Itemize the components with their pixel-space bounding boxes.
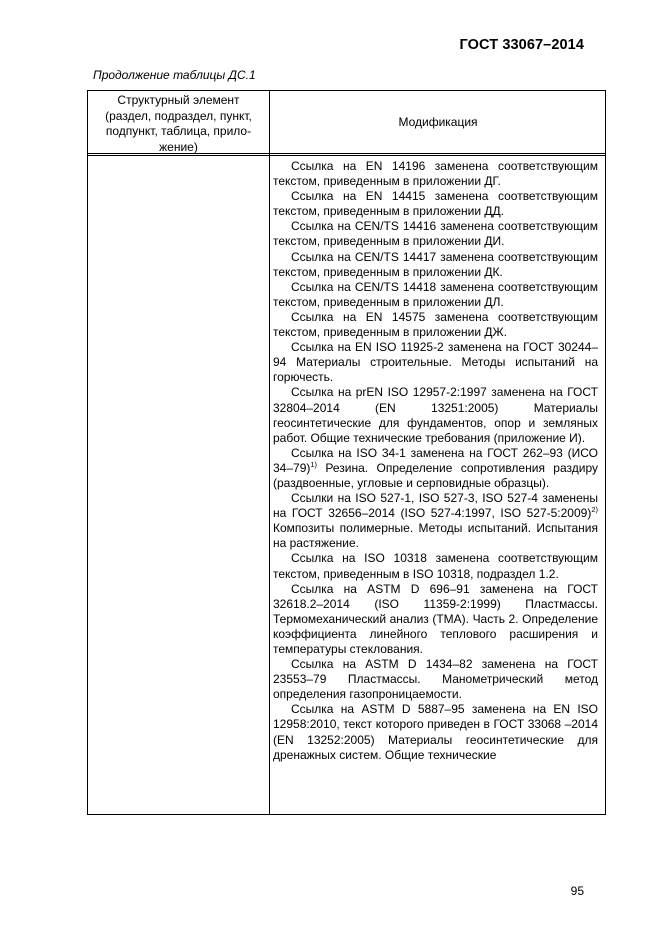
footnote-marker: 2) bbox=[591, 505, 598, 515]
modification-paragraph: Ссылка на EN 14196 заменена соответствующим текстом, приведенным в приложении ДГ. bbox=[273, 159, 598, 189]
paragraph-text: Ссылка на ISO 34-1 заменена на ГОСТ 262–93 (ИСО 34–79) bbox=[273, 445, 598, 475]
modification-paragraph: Ссылка на EN ISO 11925-2 заменена на ГОСТ 30244–94 Материалы строительные. Методы испытаний на горючесть. bbox=[273, 340, 598, 385]
table-continuation-label: Продолжение таблицы ДС.1 bbox=[93, 68, 256, 82]
modification-paragraph: Ссылка на CEN/TS 14418 заменена соответствующим текстом, приведенным в приложении ДЛ. bbox=[273, 279, 598, 309]
modification-paragraph: Ссылка на ASTM D 5887–95 заменена на EN ISO 12958:2010, текст которого приведен в ГОСТ 33068 –2014 (EN 13252:2005) Материалы геосинтетические для дренажных систем. Общие технические bbox=[273, 702, 598, 762]
paragraph-text: Ссылки на ISO 527-1, ISO 527-3, ISO 527-4 заменены на ГОСТ 32656–2014 (ISO 527-4:1997, ISO 527-5:2009) bbox=[273, 491, 598, 521]
paragraph-text: Композиты полимерные. Методы испытаний. Испытания на растяжение. bbox=[273, 521, 598, 551]
column-header-line: (раздел, подраздел, пункт, bbox=[105, 108, 252, 123]
modification-paragraph: Ссылка на CEN/TS 14417 заменена соответствующим текстом, приведенным в приложении ДК. bbox=[273, 249, 598, 279]
paragraph-text: Резина. Определение сопротивления раздиру (раздвоенные, угловые и серповидные образцы). bbox=[273, 460, 598, 490]
footnote-marker: 1) bbox=[310, 459, 318, 469]
modification-paragraph: Ссылка на prEN ISO 12957-2:1997 заменена на ГОСТ 32804–2014 (EN 13251:2005) Материалы геосинтетические для фундаментов, опор и земляных работ. Общие технические требования (приложение И). bbox=[273, 385, 598, 445]
modification-paragraph bbox=[273, 446, 598, 491]
modification-cell bbox=[273, 159, 598, 763]
column-header-structural-element bbox=[88, 93, 269, 155]
modifications-table bbox=[87, 90, 606, 815]
modification-paragraph: Ссылка на CEN/TS 14416 заменена соответствующим текстом, приведенным в приложении ДИ. bbox=[273, 219, 598, 249]
column-header-modification: Модификация bbox=[398, 115, 478, 129]
modification-paragraph bbox=[273, 491, 598, 551]
column-header-line: жение) bbox=[159, 139, 198, 154]
modification-paragraph: Ссылка на ASTM D 1434–82 заменена на ГОСТ 23553–79 Пластмассы. Манометрический метод определения газопроницаемости. bbox=[273, 657, 598, 702]
modification-paragraph: Ссылка на ISO 10318 заменена соответствующим текстом, приведенным в ISO 10318, подраздел 1.2. bbox=[273, 551, 598, 581]
header-divider-double bbox=[88, 155, 605, 156]
column-divider bbox=[269, 91, 270, 814]
column-header-line: Структурный элемент bbox=[117, 93, 240, 107]
modification-paragraph: Ссылка на EN 14415 заменена соответствующим текстом, приведенным в приложении ДД. bbox=[273, 189, 598, 219]
modification-paragraph: Ссылка на ASTM D 696–91 заменена на ГОСТ 32618.2–2014 (ISO 11359-2:1999) Пластмассы. Термомеханический анализ (ТМА). Часть 2. Определение коэффициента линейного теплового расширения и температуры стеклования. bbox=[273, 581, 598, 656]
modification-paragraph: Ссылка на EN 14575 заменена соответствующим текстом, приведенным в приложении ДЖ. bbox=[273, 309, 598, 340]
page-number: 95 bbox=[570, 884, 584, 898]
document-header-title: ГОСТ 33067–2014 bbox=[459, 37, 584, 53]
column-header-line: подпункт, таблица, прило- bbox=[105, 124, 252, 138]
